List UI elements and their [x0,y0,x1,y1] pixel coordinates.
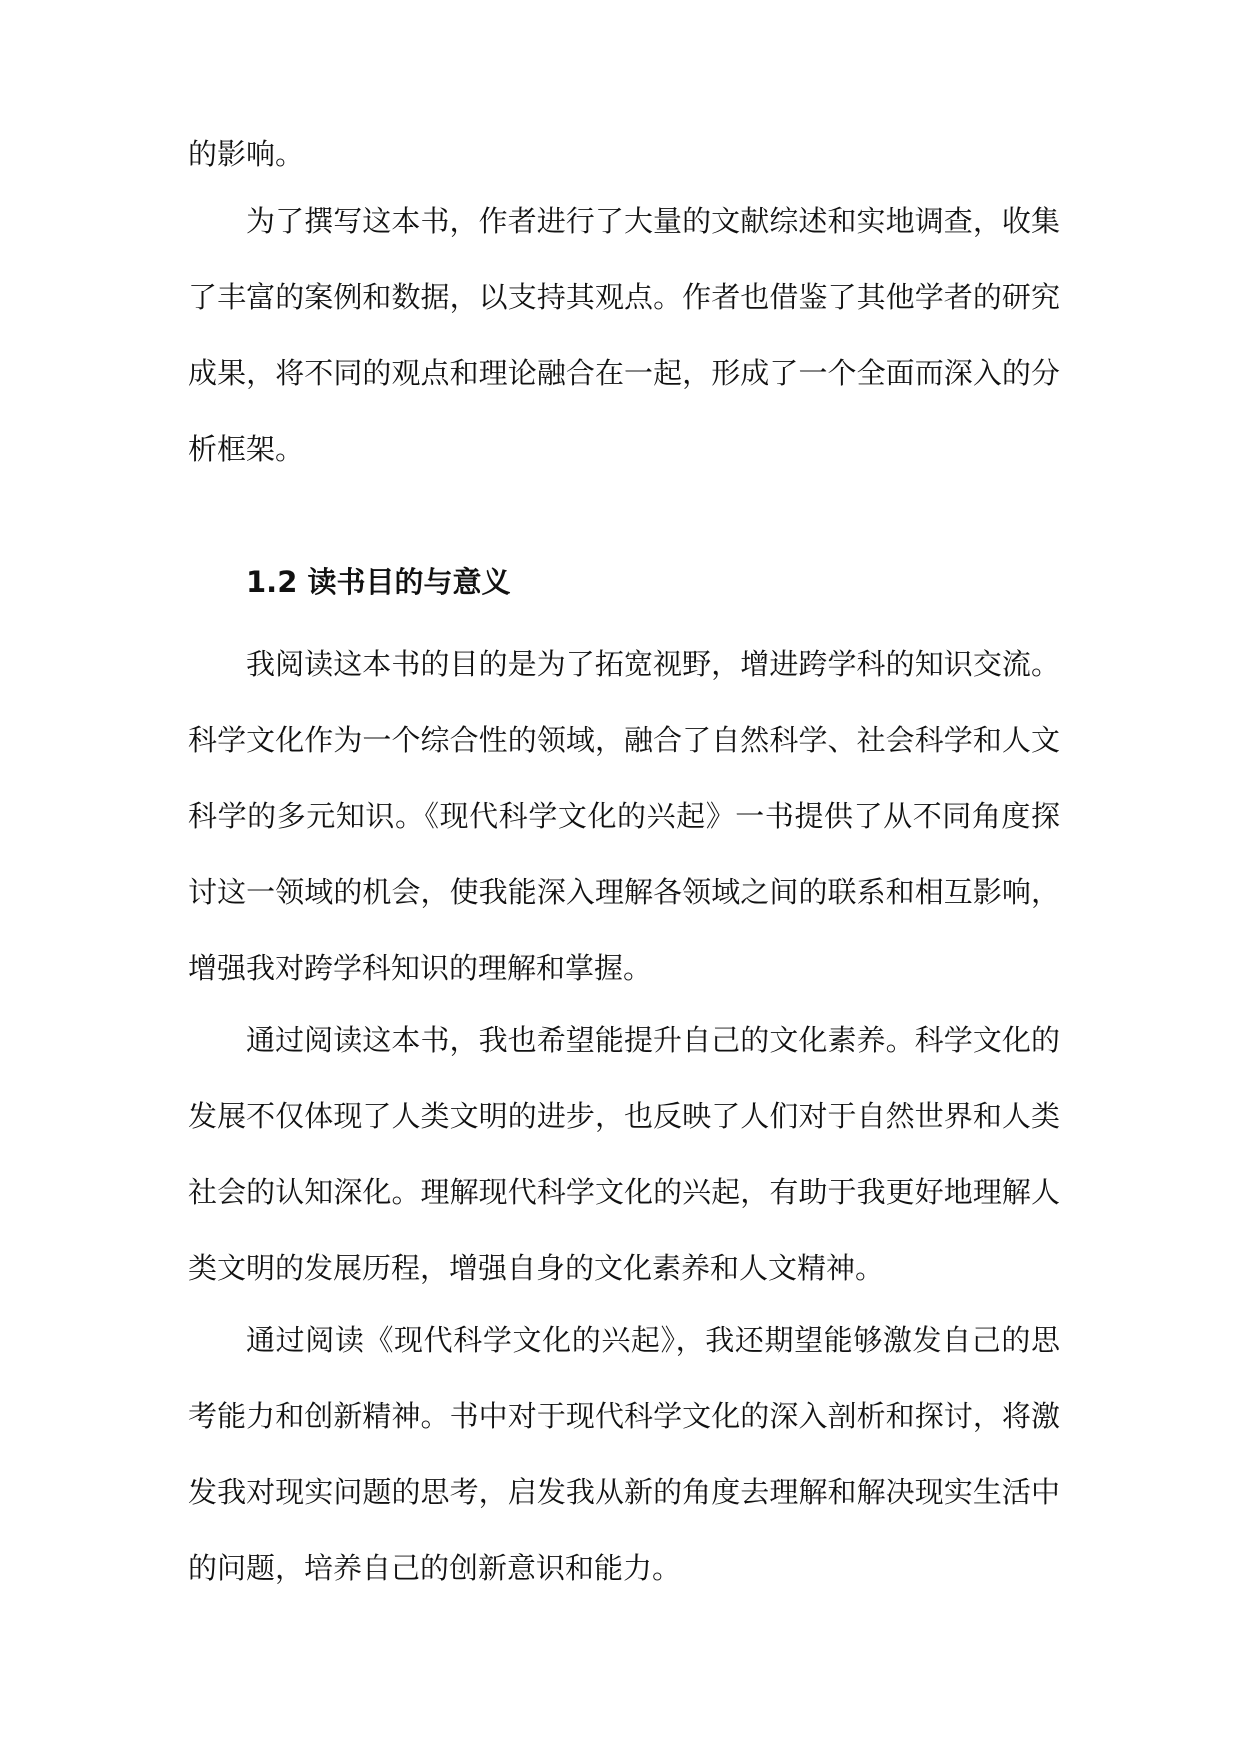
paragraph-line: 考能力和创新精神。书中对于现代科学文化的深入剖析和探讨，将激 [188,1399,1060,1433]
paragraph-line: 我阅读这本书的目的是为了拓宽视野，增进跨学科的知识交流。 [246,647,1060,681]
paragraph-line: 析框架。 [188,432,305,466]
paragraph-line: 讨这一领域的机会，使我能深入理解各领域之间的联系和相互影响， [188,875,1060,909]
paragraph-research-method [188,183,1060,487]
paragraph-cultural-literacy [188,1002,1060,1306]
paragraph-line: 科学文化作为一个综合性的领域，融合了自然科学、社会科学和人文 [188,723,1060,757]
paragraph-line: 了丰富的案例和数据，以支持其观点。作者也借鉴了其他学者的研究 [188,280,1060,314]
paragraph-reading-purpose [188,626,1060,1006]
paragraph-line: 的问题，培养自己的创新意识和能力。 [188,1551,682,1585]
paragraph-line: 通过阅读《现代科学文化的兴起》，我还期望能够激发自己的思 [246,1323,1060,1357]
paragraph-line: 通过阅读这本书，我也希望能提升自己的文化素养。科学文化的 [246,1023,1060,1057]
paragraph-line: 为了撰写这本书，作者进行了大量的文献综述和实地调查，收集 [246,204,1060,238]
paragraph-line: 社会的认知深化。理解现代科学文化的兴起，有助于我更好地理解人 [188,1175,1060,1209]
paragraph-line: 发展不仅体现了人类文明的进步，也反映了人们对于自然世界和人类 [188,1099,1060,1133]
paragraph-line: 成果，将不同的观点和理论融合在一起，形成了一个全面而深入的分 [188,356,1060,390]
paragraph-line: 类文明的发展历程，增强自身的文化素养和人文精神。 [188,1251,885,1285]
paragraph-line: 发我对现实问题的思考，启发我从新的角度去理解和解决现实生活中 [188,1475,1060,1509]
paragraph-innovation [188,1302,1060,1606]
section-heading: 1.2 读书目的与意义 [246,565,511,599]
paragraph-line: 科学的多元知识。《现代科学文化的兴起》一书提供了从不同角度探 [188,799,1060,833]
paragraph-line: 增强我对跨学科知识的理解和掌握。 [188,951,653,985]
paragraph-line: 的影响。 [188,137,305,171]
paragraph-continuation [188,116,1060,192]
